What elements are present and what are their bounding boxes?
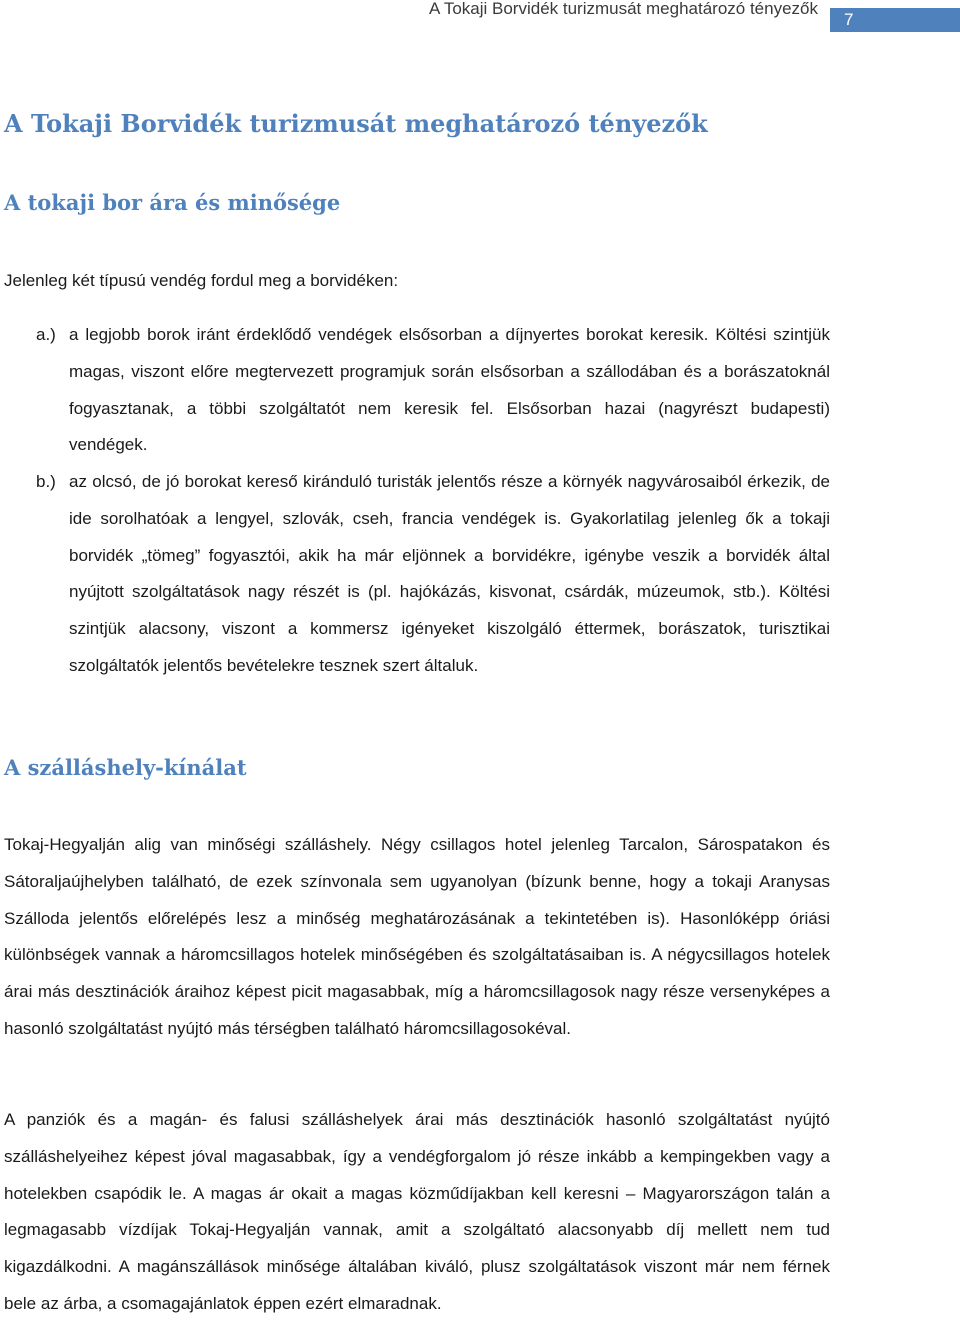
- list-item-text: az olcsó, de jó borokat kereső kiránduló turisták jelentős része a környék nagyvárosaiból érkezik, de ide sorolhatóak a lengyel, szlovák, cseh, francia vendégek is. Gyakorlatilag jelenleg ők a tokaji borvidék „tömeg” fogyasztói, akik ha már eljönnek a borvidékre, igénybe veszik a borvidék által nyújtott szolgáltatások nagy részét is (pl. hajókázás, kisvonat, csárdák, múzeumok, stb.). Költési szintjük alacsony, viszont a kommersz igényeket kiszolgáló éttermek, borászatok, turisztikai szolgáltatók jelentős bevételekre tesznek szert általuk.: [69, 472, 830, 675]
- body-paragraph: A panziók és a magán- és falusi szálláshelyek árai más desztinációk hasonló szolgáltatást nyújtó szálláshelyeihez képest jóval magasabbak, így a vendégforgalom jó része inkább a kempingekben vagy a hotelekben csapódik le. A magas ár okait a magas közműdíjakban kell keresni – Magyarországon talán a legmagasabb vízdíjak Tokaj-Hegyalján vannak, amit a szolgáltató alacsonyabb díj mellett nem tud kigazdálkodni. A magánszállások minősége általában kiváló, plusz szolgáltatások viszont már nem férnek bele az árba, a csomagajánlatok éppen ezért elmaradnak.: [4, 1110, 830, 1313]
- page-title: A Tokaji Borvidék turizmusát meghatározó tényezők: [4, 109, 708, 138]
- section-heading-wine-price: A tokaji bor ára és minősége: [4, 190, 341, 215]
- list-marker: a.): [36, 325, 56, 344]
- section-heading-accommodation: A szálláshely-kínálat: [4, 755, 247, 780]
- list-item: [36, 464, 830, 685]
- running-header-title: A Tokaji Borvidék turizmusát meghatározó tényezők: [429, 0, 818, 18]
- intro-paragraph: Jelenleg két típusú vendég fordul meg a borvidéken:: [4, 271, 399, 290]
- page-number: 7: [830, 8, 960, 32]
- list-item-text: a legjobb borok iránt érdeklődő vendégek elsősorban a díjnyertes borokat keresik. Költési szintjük magas, viszont előre megtervezett programjuk során elsősorban a szállodában és a borászatoknál fogyasztanak, a többi szolgáltatót nem keresik fel. Elsősorban hazai (nagyrészt budapesti) vendégek.: [69, 325, 830, 455]
- body-paragraph: Tokaj-Hegyalján alig van minőségi szálláshely. Négy csillagos hotel jelenleg Tarcalon, Sárospatakon és Sátoraljaújhelyben található, de ezek színvonala sem ugyanolyan (bízunk benne, hogy a tokaji Aranysas Szálloda jelentős előrelépés lesz a minőség meghatározásának a tekintetében is). Hasonlóképp óriási különbségek vannak a háromcsillagos hotelek minőségében és szolgáltatásaiban is. A négycsillagos hotelek árai más desztinációk áraihoz képest picit magasabbak, míg a háromcsillagosok nagy része versenyképes a hasonló szolgáltatást nyújtó más térségben található háromcsillagosokéval.: [4, 835, 830, 1038]
- list-marker: b.): [36, 472, 56, 491]
- list-item: [36, 317, 830, 464]
